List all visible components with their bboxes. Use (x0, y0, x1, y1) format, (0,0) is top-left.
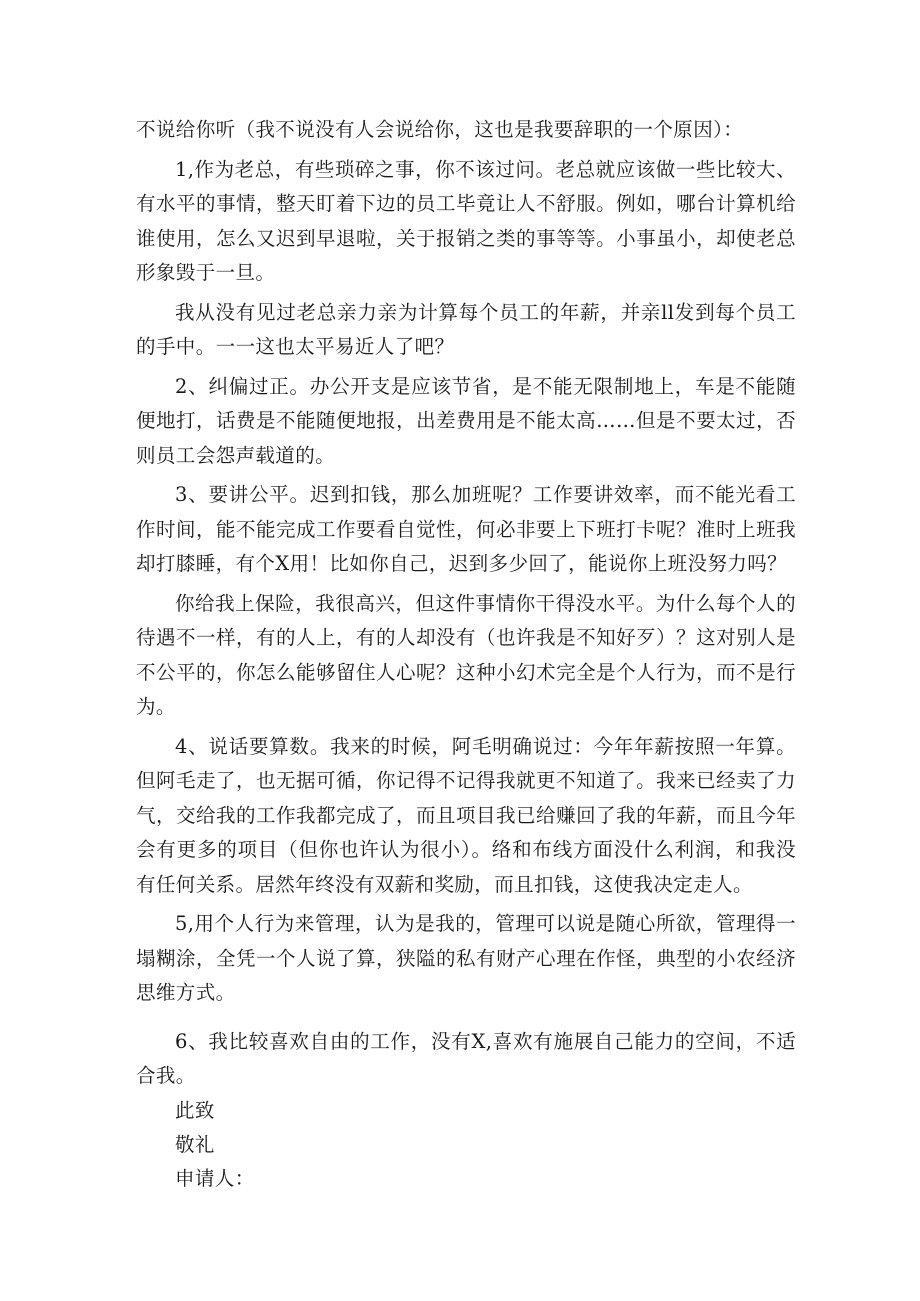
paragraph-insurance: 你给我上保险，我很高兴，但这件事情你干得没水平。为什么每个人的待遇不一样，有的人上，有的人却没有（也许我是不知好歹）？这对别人是不公平的，你怎么能够留住人心呢？这种小幻术完全是个人行为，而不是行为。 (136, 591, 796, 718)
closing-applicant-label: 申请人： (175, 1166, 255, 1190)
paragraph-salary: 我从没有见过老总亲力亲为计算每个员工的年薪，并亲ll发到每个员工的手中。一一这也太平易近人了吧？ (136, 300, 796, 358)
paragraph-point-3: 3、要讲公平。迟到扣钱，那么加班呢？工作要讲效率，而不能光看工作时间，能不能完成工作要看自觉性，何必非要上下班打卡呢？准时上班我却打膝睡，有个X用！比如你自己，迟到多少回了，能说你上班没努力吗？ (136, 483, 796, 575)
paragraph-point-2: 2、纠偏过正。办公开支是应该节省，是不能无限制地上，车是不能随便地打，话费是不能随便地报，出差费用是不能太高……但是不要太过，否则员工会怨声载道的。 (136, 374, 796, 467)
paragraph-point-4: 4、说话要算数。我来的时候，阿毛明确说过：今年年薪按照一年算。但阿毛走了，也无据可循，你记得不记得我就更不知道了。我来已经卖了力气，交给我的工作我都完成了，而且项目我已给赚回了我的年薪，而且今年会有更多的项目（但你也许认为很小）。络和布线方面没什么利润，和我没有任何关系。居然年终没有双薪和奖励，而且扣钱，这使我决定走人。 (136, 734, 796, 896)
closing-salute: 敬礼 (175, 1132, 215, 1156)
paragraph-intro: 不说给你听（我不说没有人会说给你，这也是我要辞职的一个原因）： (136, 118, 744, 141)
paragraph-point-6: 6、我比较喜欢自由的工作，没有X,喜欢有施展自己能力的空间，不适合我。 (136, 1029, 796, 1087)
letter-body (136, 113, 796, 1196)
closing-respect: 此致 (175, 1098, 215, 1122)
paragraph-point-5: 5,用个人行为来管理，认为是我的，管理可以说是随心所欲，管理得一塌糊涂，全凭一个人说了算，狭隘的私有财产心理在作怪，典型的小农经济思维方式。 (136, 912, 796, 1004)
paragraph-point-1: 1,作为老总，有些琐碎之事，你不该过问。老总就应该做一些比较大、有水平的事情，整天盯着下边的员工毕竟让人不舒服。例如，哪台计算机给谁使用，怎么又迟到早退啦，关于报销之类的事等等。小事虽小，却使老总形象毁于一旦。 (136, 157, 796, 284)
